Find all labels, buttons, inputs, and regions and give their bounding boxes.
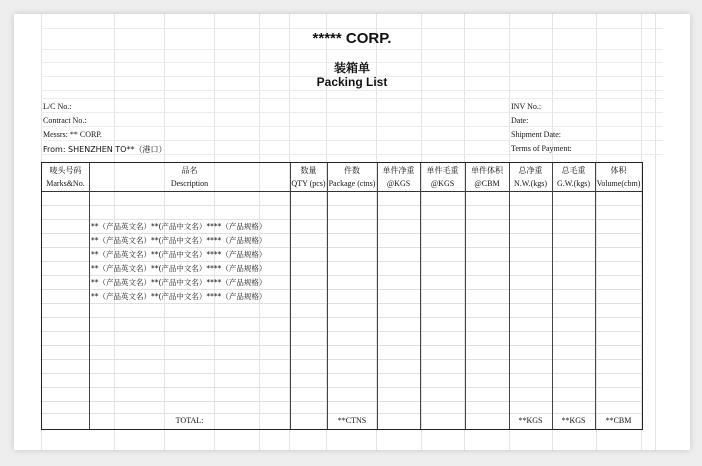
total-net-weight: **KGS <box>518 416 543 425</box>
lc-no-label: L/C No.: <box>43 102 72 111</box>
inv-no-label: INV No.: <box>511 102 542 111</box>
from-label: From: SHENZHEN TO**（港口） <box>43 145 167 154</box>
col-header-total-nw: 总净重 N.W.(kgs) <box>513 166 548 188</box>
total-volume: **CBM <box>605 416 632 425</box>
shipment-date-label: Shipment Date: <box>511 130 561 139</box>
packing-table <box>41 162 643 430</box>
col-header-total-gw: 总毛重 G.W.(kgs) <box>556 166 591 188</box>
document-title-en: Packing List <box>316 75 388 89</box>
messrs-label: Messrs: ** CORP. <box>43 130 102 139</box>
col-header-description: 品名 Description <box>170 166 209 188</box>
total-gross-weight: **KGS <box>561 416 586 425</box>
contract-no-label: Contract No.: <box>43 116 87 125</box>
item-description: **（产品英文名）**(产品中文名）****（产品规格） <box>91 292 267 301</box>
col-header-unit-nw: 单件净重 @KGS <box>382 166 415 188</box>
document-title-cn: 装箱单 <box>333 61 370 75</box>
item-description: **（产品英文名）**(产品中文名）****（产品规格） <box>91 236 267 245</box>
col-header-package: 件数 Package (ctns) <box>328 166 376 188</box>
total-package: **CTNS <box>337 416 367 425</box>
item-description: **（产品英文名）**(产品中文名）****（产品规格） <box>91 222 267 231</box>
date-label: Date: <box>511 116 529 125</box>
total-label: TOTAL: <box>175 416 204 425</box>
col-header-marks: 唛头号码 Marks&No. <box>46 166 85 188</box>
col-header-volume: 体积 Volume(cbm) <box>596 166 641 188</box>
item-description: **（产品英文名）**(产品中文名）****（产品规格） <box>91 264 267 273</box>
col-header-qty: 数量 QTY (pcs) <box>291 166 326 188</box>
item-description: **（产品英文名）**(产品中文名）****（产品规格） <box>91 250 267 259</box>
item-description: **（产品英文名）**(产品中文名）****（产品规格） <box>91 278 267 287</box>
packing-list-sheet <box>14 14 690 450</box>
col-header-unit-volume: 单件体积 @CBM <box>471 166 503 188</box>
terms-of-payment-label: Terms of Payment: <box>511 144 572 153</box>
col-header-unit-gw: 单件毛重 @KGS <box>426 166 459 188</box>
company-name: ***** CORP. <box>312 30 392 47</box>
